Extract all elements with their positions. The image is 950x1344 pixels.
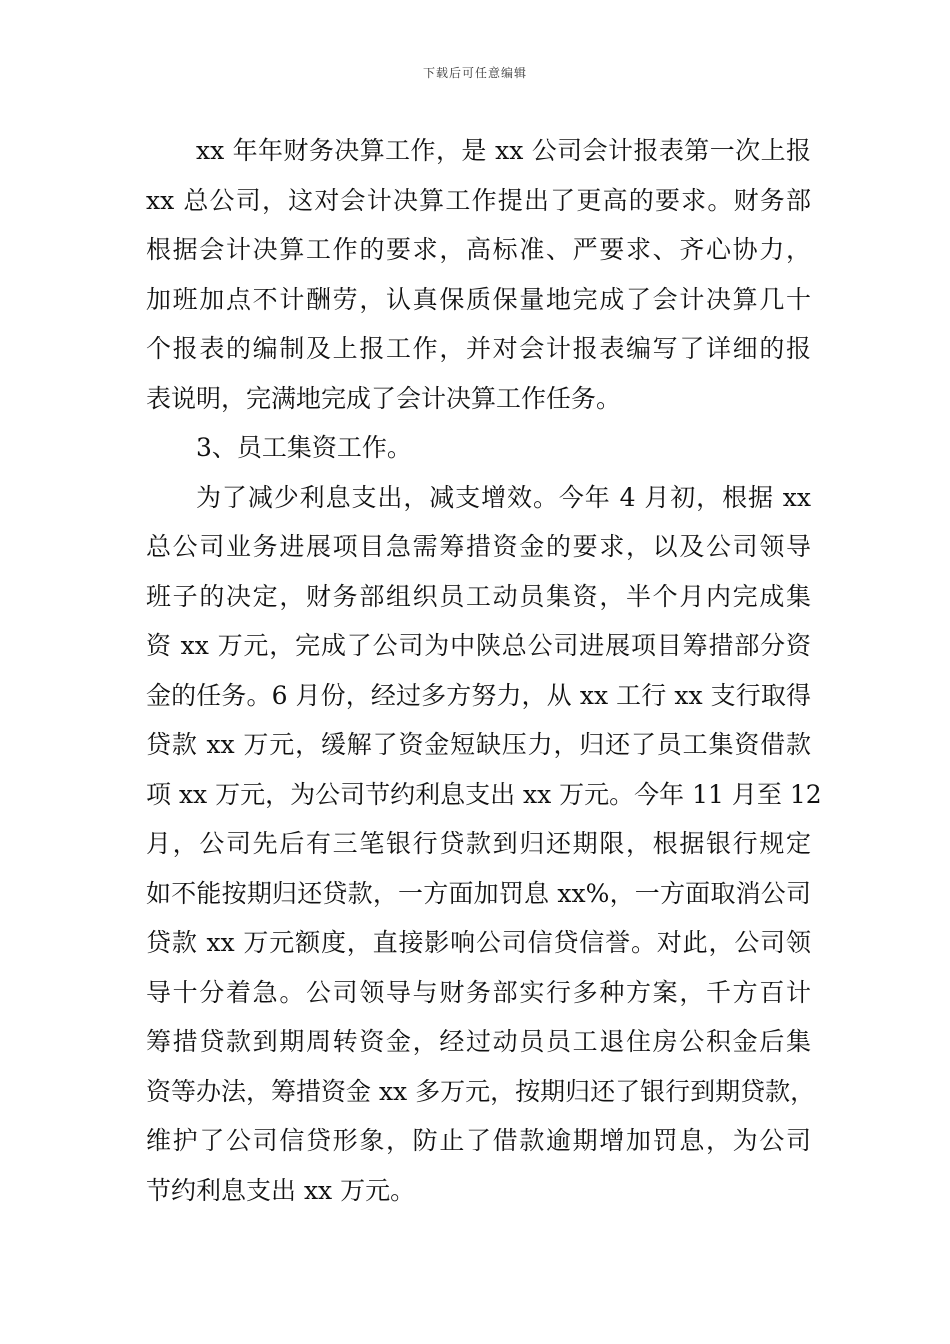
text-line: xx 总公司，这对会计决算工作提出了更高的要求。财务部 — [146, 185, 811, 215]
text-line: xx 年年财务决算工作，是 xx 公司会计报表第一次上报 — [196, 136, 811, 165]
text-line: 月，公司先后有三笔银行贷款到归还期限，根据银行规定 — [146, 829, 811, 858]
section-heading: 3、员工集资工作。 — [196, 433, 412, 462]
text-line: 根据会计决算工作的要求，高标准、严要求、齐心协力， — [146, 235, 811, 264]
paragraph-1 — [146, 126, 811, 423]
text-line: 为了减少利息支出，减支增效。今年 4 月初，根据 xx — [196, 482, 811, 512]
text-line: 导十分着急。公司领导与财务部实行多种方案，千方百计 — [146, 977, 811, 1007]
paragraph-2-heading — [146, 423, 811, 473]
text-line: 表说明，完满地完成了会计决算工作任务。 — [146, 383, 622, 413]
text-line: 筹措贷款到期周转资金，经过动员员工退住房公积金后集 — [146, 1027, 811, 1056]
text-line: 资 xx 万元，完成了公司为中陕总公司进展项目筹措部分资 — [146, 631, 811, 660]
text-line: 贷款 xx 万元，缓解了资金短缺压力，归还了员工集资借款 — [146, 730, 811, 759]
text-line: 总公司业务进展项目急需筹措资金的要求，以及公司领导 — [146, 532, 811, 561]
paragraph-3 — [146, 473, 822, 1216]
page-header: 下载后可任意编辑 — [422, 66, 527, 80]
text-line: 班子的决定，财务部组织员工动员集资，半个月内完成集 — [146, 581, 811, 611]
text-line: 个报表的编制及上报工作，并对会计报表编写了详细的报 — [146, 334, 811, 363]
text-line: 资等办法，筹措资金 xx 多万元，按期归还了银行到期贷款， — [146, 1076, 816, 1106]
text-line: 加班加点不计酬劳，认真保质保量地完成了会计决算几十 — [146, 284, 811, 314]
document-body — [146, 126, 822, 1215]
text-line: 金的任务。6 月份，经过多方努力，从 xx 工行 xx 支行取得 — [146, 680, 811, 710]
text-line: 维护了公司信贷形象，防止了借款逾期增加罚息，为公司 — [146, 1126, 811, 1155]
text-line: 如不能按期归还贷款，一方面加罚息 xx%，一方面取消公司 — [146, 878, 811, 908]
text-line: 贷款 xx 万元额度，直接影响公司信贷信誉。对此，公司领 — [146, 928, 811, 957]
text-line: 项 xx 万元，为公司节约利息支出 xx 万元。今年 11 月至 12 — [146, 779, 822, 809]
text-line: 节约利息支出 xx 万元。 — [146, 1175, 416, 1205]
